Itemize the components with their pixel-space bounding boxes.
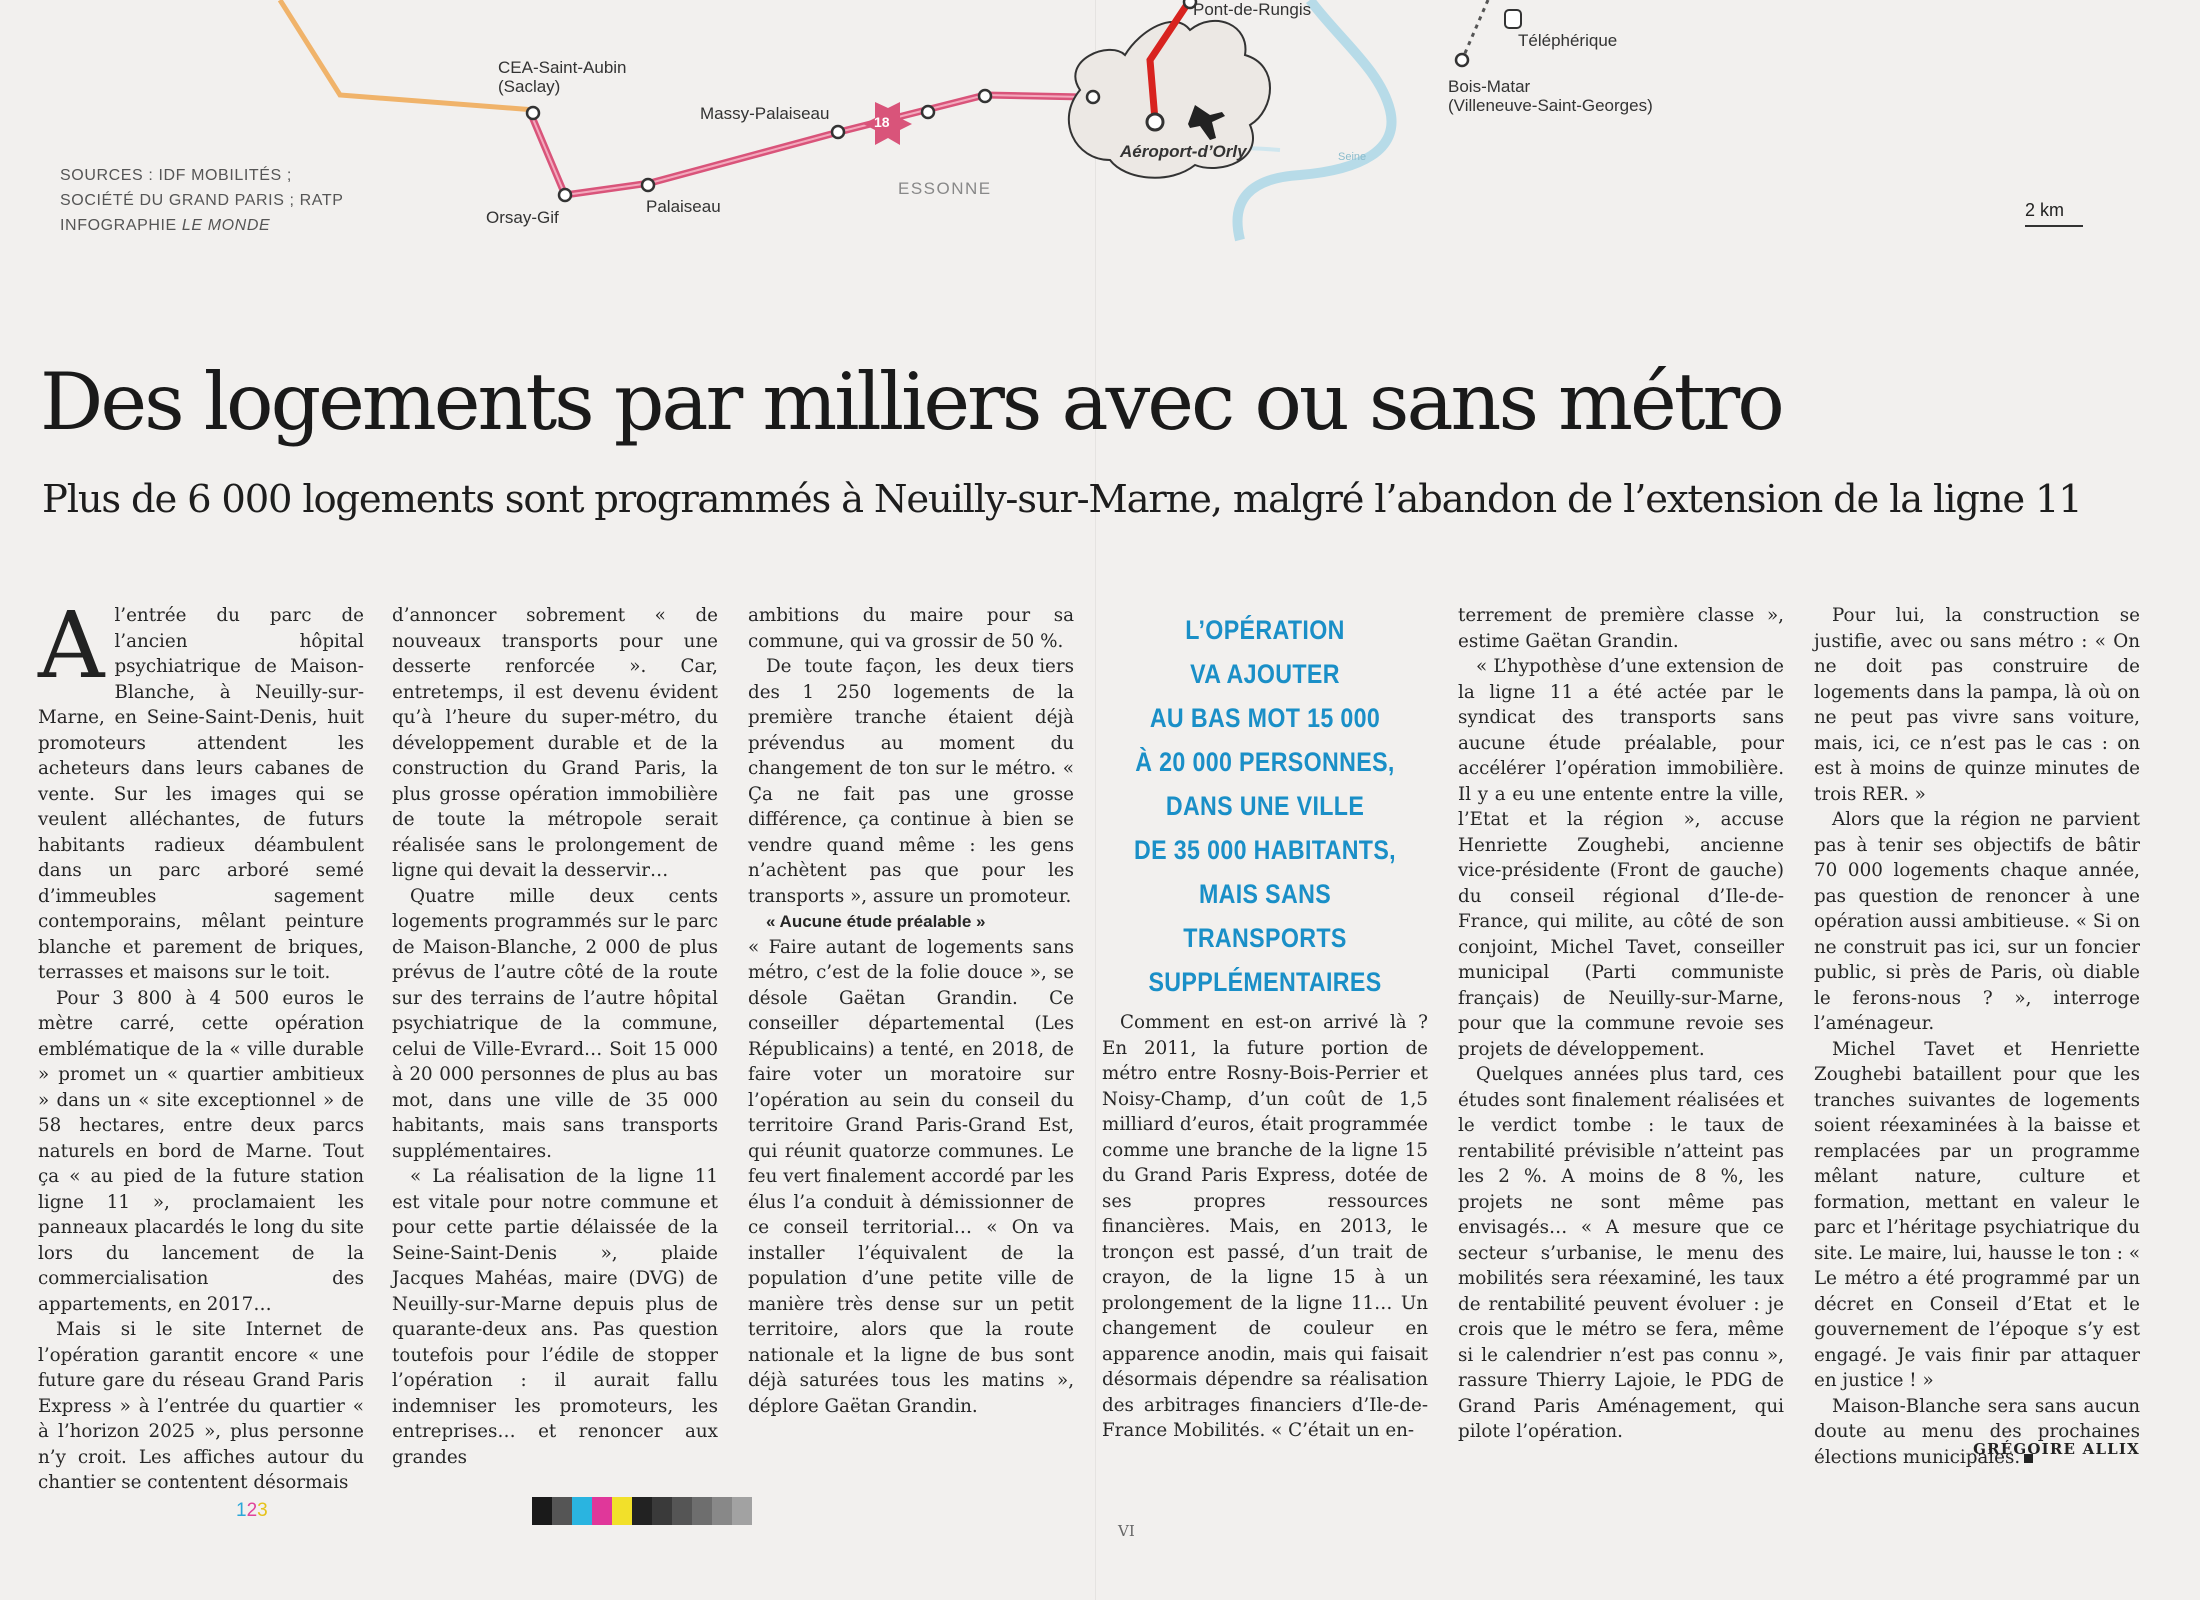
- color-swatch: [552, 1497, 572, 1525]
- paragraph: Comment en est-on arrivé là ? En 2011, la future portion de métro entre Rosny-Bois-Perrier et Noisy-Champ, d’un coût de 1,5 milliard d’euros, était programmée comme une branche de la ligne 15 du Grand Paris Express, dotée de ses propres ressources financières. Mais, en 2013, le tronçon est passé, d’un trait de crayon, de la ligne 15 à un prolongement de la ligne 11… Un changement de couleur en apparence anodin, mais qui faisait désormais dépendre sa réalisation des arbitrages financiers d’Ile-de-France Mobilités. « C’était un en-: [1102, 1012, 1428, 1441]
- scale-label: 2 km: [2025, 200, 2065, 220]
- paragraph: Quelques années plus tard, ces études sont finalement réalisées et le verdict tombe : le taux de rentabilité prévisible n’atteint pas les 2 %. A moins de 8 %, les projets ne sont même pas envisagés… « A mesure que ce secteur s’urbanise, le menu des mobilités sera réexaminé, les taux de rentabilité peuvent évoluer : je crois que le métro se fera, même si le calendrier n’est pas connu », rassure Thierry Lajoie, le PDG de Grand Paris Aménagement, qui pilote l’opération.: [1458, 1064, 1784, 1442]
- page-digit: 1: [236, 1500, 247, 1521]
- paragraph: Pour lui, la construction se justifie, avec ou sans métro : « On ne doit pas construire de logements dans la pampa, là où on ne peut pas vivre sans voiture, mais, ici, ce n’est pas le cas : on est à moins de quinze minutes de trois RER. »: [1814, 605, 2140, 805]
- station-extra-3: [1087, 91, 1099, 103]
- station-extra-1: [922, 106, 934, 118]
- paragraph: De toute façon, les deux tiers des 1 250 logements de la première tranche étaient déjà prévendus au moment du changement de ton sur le métro. « Ça ne fait pas une grosse différence, ça continue à bien se vendre quand même : les gens n’achètent pas que pour les transports », assure un promoteur.: [748, 656, 1074, 907]
- color-swatch: [712, 1497, 732, 1525]
- station-aeroport-orly: [1147, 114, 1163, 130]
- sources-line-3-prefix: INFOGRAPHIE: [60, 217, 182, 234]
- sources-line-3: [60, 213, 344, 238]
- paragraph-text: l’entrée du parc de l’ancien hôpital psychiatrique de Maison-Blanche, à Neuilly-sur-Marne, en Seine-Saint-Denis, huit promoteurs attendent les acheteurs dans leurs cabanes de vente. Sur les images qui se veulent alléchantes, de futurs habitants radieux déambulent dans un parc arboré semé d’immeubles sagement contemporains, mêlant peinture blanche et parement de briques, terrasses et maisons sur le toit.: [38, 605, 364, 983]
- label-line-18: 18: [874, 114, 890, 130]
- color-swatch: [652, 1497, 672, 1525]
- label-bois-matar: Bois-Matar (Villeneuve-Saint-Georges): [1448, 77, 1653, 115]
- station-orsay-gif: [559, 189, 571, 201]
- paragraph-text: Maison-Blanche sera sans aucun doute au menu des prochaines élections municipales.: [1814, 1395, 2140, 1468]
- paragraph: [38, 592, 364, 986]
- scale-bar: [2025, 225, 2083, 227]
- paragraph: Pour 3 800 à 4 500 euros le mètre carré, cette opération emblématique de la « ville durable » promet un « quartier ambitieux » dans un « site exceptionnel » de 58 hectares, entre deux parcs naturels en bord de Marne. Tout ça « au pied de la future station ligne 11 », proclamaient les panneaux placardés le long du site lors du lancement de la commercialisation des appartements, en 2017…: [38, 987, 364, 1315]
- color-swatch: [672, 1497, 692, 1525]
- article-column-2: [392, 603, 718, 1470]
- sources-line-1: SOURCES : IDF MOBILITÉS ;: [60, 167, 292, 184]
- station-extra-2: [979, 90, 991, 102]
- color-swatch: [592, 1497, 612, 1525]
- paragraph: « L’hypothèse d’une extension de la ligne 11 a été actée par le syndicat des transports sans aucune étude préalable, pour accélérer l’opération immobilière. Il y a eu une entente entre la ville, l’Etat et la région », accuse Henriette Zoughebi, ancienne vice-présidente (Front de gauche) du conseil régional d’Ile-de-France, qui milite, au côté de son conjoint, Michel Tavet, conseiller municipal (Parti communiste français) de Neuilly-sur-Marne, pour que la commune revoie ses projets de développement.: [1458, 656, 1784, 1060]
- color-swatch: [692, 1497, 712, 1525]
- subheadline: Plus de 6 000 logements sont programmés à Neuilly-sur-Marne, malgré l’abandon de l’extension de la ligne 11: [42, 477, 2082, 522]
- sources-brand: LE MONDE: [181, 217, 271, 234]
- paragraph: d’annoncer sobrement « de nouveaux transports pour une desserte renforcée ». Car, entretemps, il est devenu évident qu’à l’heure du super-métro, du développement durable et de la construction du Grand Paris, la plus grosse opération immobilière de toute la métropole serait réalisée sans le prolongement de ligne qui devait la desservir…: [392, 605, 718, 881]
- sources-line-2: SOCIÉTÉ DU GRAND PARIS ; RATP: [60, 192, 344, 209]
- paragraph: « La réalisation de la ligne 11 est vitale pour notre commune et pour cette partie délaissée de la Seine-Saint-Denis », plaide Jacques Mahéas, maire (DVG) de Neuilly-sur-Marne depuis plus de quarante-deux ans. Pas question toutefois pour l’édile de stopper l’opération : il aurait fallu indemniser les promoteurs, les entreprises… et renoncer aux grandes: [392, 1166, 718, 1468]
- map-graphic: [0, 0, 2200, 300]
- color-swatch: [632, 1497, 652, 1525]
- river-seine: [1238, 0, 1392, 240]
- paragraph: [1814, 1394, 2140, 1471]
- paragraph: Michel Tavet et Henriette Zoughebi bataillent pour que les tranches suivantes de logements soient réexaminées à la baisse et remplacées par un programme mêlant nature, culture et formation, mettant en valeur le parc et l’héritage psychiatrique du site. Le maire, lui, hausse le ton : « Le métro a été programmé par un décret en Conseil d’Etat et le gouvernement de l’époque s’y est engagé. Je vais finir par attaquer en justice ! »: [1814, 1038, 2140, 1391]
- pull-quote: L’OPÉRATION VA AJOUTER AU BAS MOT 15 000 À 20 000 PERSONNES, DANS UNE VILLE DE 35 000 HABITANTS, MAIS SANS TRANSPORTS SUPPLÉMENTAIRES: [1134, 615, 1396, 997]
- color-swatch: [612, 1497, 632, 1525]
- paragraph: ambitions du maire pour sa commune, qui va grossir de 50 %.: [748, 605, 1074, 652]
- label-pont-de-rungis: Pont-de-Rungis: [1193, 0, 1312, 19]
- paragraph: « Faire autant de logements sans métro, c’est de la folie douce », se désole Gaëtan Grandin. Ce conseiller départemental (Les Républicains) a tenté, en 2018, de faire voter un moratoire sur l’opération au sein du conseil du territoire Grand Paris-Grand Est, qui réunit quatorze communes. Le feu vert finalement accordé par les élus l’a conduit à démissionner de ce conseil territorial… « On va installer l’équivalent de la population d’une petite ville de manière très dense sur un petit territoire, alors que la route nationale et la ligne de bus sont déjà saturées tous les matins », déplore Gaëtan Grandin.: [748, 936, 1074, 1417]
- drop-cap: A: [38, 592, 105, 699]
- byline: GRÉGOIRE ALLIX: [1973, 1440, 2140, 1458]
- page-digit: 2: [246, 1500, 258, 1521]
- line-18: [530, 95, 1150, 195]
- color-swatch: [732, 1497, 752, 1525]
- color-swatch: [532, 1497, 552, 1525]
- label-cea-saint-aubin: CEA-Saint-Aubin (Saclay): [498, 58, 627, 96]
- map-scale: [2025, 200, 2064, 221]
- station-bois-matar: [1456, 54, 1468, 66]
- station-cea-saint-aubin: [527, 107, 539, 119]
- article-column-4: [1102, 1010, 1428, 1444]
- station-massy-palaiseau: [832, 126, 844, 138]
- line-orange: [280, 0, 535, 110]
- label-telepherique: Téléphérique: [1518, 31, 1618, 50]
- cable-line: [1462, 0, 1488, 60]
- label-orsay-gif: Orsay-Gif: [486, 208, 559, 227]
- cable-car-icon: [1505, 10, 1521, 28]
- article-column-1: [38, 592, 364, 1496]
- color-swatch: [572, 1497, 592, 1525]
- transit-map: [0, 0, 2200, 300]
- headline: Des logements par milliers avec ou sans métro: [40, 356, 1782, 448]
- label-river: Seine: [1338, 151, 1367, 163]
- paragraph: Quatre mille deux cents logements programmés sur le parc de Maison-Blanche, 2 000 de plus prévus de l’autre côté de la route sur des terrains de l’autre hôpital psychiatrique de la commune, celui de Ville-Evrard… Soit 15 000 à 20 000 personnes de plus au bas mot, dans une ville de 35 000 habitants, mais sans transports supplémentaires.: [392, 885, 718, 1162]
- folio: VI: [1118, 1522, 1135, 1540]
- paragraph: Alors que la région ne parvient pas à tenir ses objectifs de bâtir 70 000 logements chaque année, pas question de renoncer à une opération aussi ambitieuse. « Si on ne construit pas ici, sur un foncier public, si près de Paris, où diable le ferons-nous ? », interroge l’aménageur.: [1814, 809, 2140, 1034]
- article-column-3: [748, 603, 1074, 1419]
- label-palaiseau: Palaiseau: [646, 197, 721, 216]
- label-essonne: ESSONNE: [898, 179, 992, 198]
- station-palaiseau: [642, 179, 654, 191]
- print-color-bar: [532, 1497, 752, 1525]
- label-aeroport-orly: Aéroport-d’Orly: [1120, 142, 1247, 161]
- press-page-number: [236, 1500, 268, 1522]
- paragraph: terrement de première classe », estime Gaëtan Grandin.: [1458, 605, 1784, 652]
- map-sources: [60, 163, 344, 238]
- article-column-5: [1458, 603, 1784, 1445]
- intertitle: « Aucune étude préalable »: [766, 912, 986, 931]
- page-digit: 3: [257, 1500, 268, 1521]
- article-column-6: [1814, 603, 2140, 1470]
- label-massy-palaiseau: Massy-Palaiseau: [700, 104, 830, 123]
- paragraph: Mais si le site Internet de l’opération garantit encore « une future gare du réseau Grand Paris Express » à l’entrée du quartier « à l’horizon 2025 », plus personne n’y croit. Les affiches autour du chantier se contentent désormais: [38, 1319, 364, 1493]
